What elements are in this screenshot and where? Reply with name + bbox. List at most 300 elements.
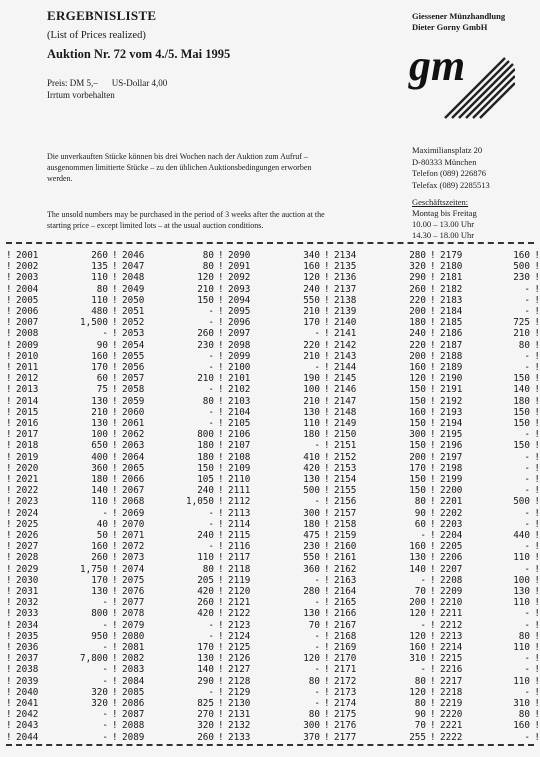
lot-price: 7,800 — [80, 653, 108, 665]
hours-label: Geschäftszeiten: — [412, 197, 469, 207]
column-separator: ! — [112, 474, 118, 485]
column-separator: ! — [112, 518, 118, 530]
table-row — [218, 541, 322, 552]
lot-number: 2021 — [16, 474, 39, 485]
lot-number: 2159 — [334, 530, 357, 541]
column-separator: ! — [430, 328, 436, 340]
lot-price: 230 — [303, 541, 320, 553]
lot-price: - — [314, 362, 320, 373]
table-row — [218, 272, 322, 283]
lot-price: 320 — [91, 686, 108, 698]
lot-price: 140 — [513, 384, 530, 396]
lot-price: 260 — [409, 283, 426, 295]
lot-price: 110 — [91, 294, 108, 306]
table-row — [218, 373, 322, 384]
column-separator: ! — [6, 350, 12, 362]
table-row — [218, 564, 322, 575]
lot-number: 2184 — [440, 306, 463, 317]
table-row — [112, 474, 216, 485]
table-row — [112, 575, 216, 586]
lot-price: 130 — [303, 474, 320, 485]
table-row — [430, 306, 540, 317]
lot-number: 2200 — [440, 485, 463, 497]
lot-price: 370 — [303, 731, 320, 743]
column-separator: ! — [6, 720, 12, 732]
column-separator: ! — [112, 328, 118, 340]
table-row — [218, 250, 322, 261]
lot-number: 2134 — [334, 250, 357, 261]
lot-number: 2165 — [334, 597, 357, 609]
lot-number: 2207 — [440, 563, 463, 575]
lot-price: 160 — [513, 250, 530, 261]
column-separator: ! — [534, 597, 540, 609]
lot-number: 2022 — [16, 485, 39, 497]
notice-english: The unsold numbers may be purchased in the period of 3 weeks after the auction at the starting price – except limited lots – at the usual auction conditions. — [47, 210, 325, 230]
table-row — [430, 664, 540, 676]
lot-number: 2219 — [440, 698, 463, 709]
lot-price: 270 — [197, 709, 214, 721]
table-row — [324, 485, 428, 496]
lot-number: 2107 — [228, 440, 251, 452]
lot-number: 2043 — [16, 720, 39, 732]
column-separator: ! — [324, 440, 330, 452]
column-separator: ! — [6, 541, 12, 553]
table-row — [112, 552, 216, 563]
column-separator: ! — [324, 619, 330, 631]
lot-price: 180 — [91, 474, 108, 485]
lot-number: 2013 — [16, 384, 39, 396]
lot-price: - — [524, 653, 530, 665]
column-separator: ! — [534, 418, 540, 429]
column-separator: ! — [6, 373, 12, 385]
table-row — [430, 339, 540, 351]
lot-price: 260 — [197, 597, 214, 609]
lot-number: 2201 — [440, 496, 463, 508]
table-row — [6, 284, 110, 295]
lot-number: 2196 — [440, 440, 463, 452]
lot-price: - — [314, 642, 320, 653]
lot-number: 2098 — [228, 339, 251, 351]
lot-number: 2106 — [228, 429, 251, 441]
lot-number: 2086 — [122, 698, 145, 709]
lot-number: 2109 — [228, 462, 251, 474]
lot-number: 2103 — [228, 395, 251, 407]
table-row — [324, 474, 428, 485]
lot-number: 2130 — [228, 698, 251, 709]
lot-price: - — [102, 619, 108, 631]
page-title: ERGEBNISLISTE — [47, 8, 157, 23]
lot-price: 240 — [197, 530, 214, 541]
lot-number: 2199 — [440, 474, 463, 485]
lot-price: 260 — [197, 328, 214, 340]
column-separator: ! — [6, 530, 12, 541]
lot-number: 2214 — [440, 642, 463, 653]
lot-number: 2137 — [334, 283, 357, 295]
lot-number: 2041 — [16, 698, 39, 709]
lot-price: 150 — [513, 406, 530, 418]
column-separator: ! — [534, 250, 540, 261]
table-row — [218, 440, 322, 451]
price-info — [47, 77, 181, 101]
column-separator: ! — [112, 350, 118, 362]
table-row — [6, 653, 110, 664]
column-separator: ! — [534, 294, 540, 306]
lot-number: 2096 — [228, 317, 251, 329]
column-separator: ! — [218, 317, 224, 329]
table-row — [112, 429, 216, 440]
column-separator: ! — [112, 563, 118, 575]
table-row — [112, 407, 216, 418]
column-separator: ! — [324, 261, 330, 273]
table-row — [218, 664, 322, 675]
lot-number: 2192 — [440, 395, 463, 407]
lot-price: 210 — [197, 283, 214, 295]
table-row — [218, 295, 322, 306]
column-separator: ! — [430, 451, 436, 463]
column-separator: ! — [6, 406, 12, 418]
column-separator: ! — [534, 720, 540, 732]
table-row — [324, 463, 428, 474]
column-separator: ! — [324, 664, 330, 676]
table-row — [430, 619, 540, 631]
column-separator: ! — [534, 283, 540, 295]
lot-price: - — [102, 664, 108, 676]
table-row — [430, 474, 540, 485]
lot-price: - — [524, 518, 530, 530]
table-row — [6, 709, 110, 720]
lot-price: - — [208, 630, 214, 642]
lot-price: 420 — [197, 586, 214, 597]
table-row — [6, 552, 110, 563]
table-row — [112, 620, 216, 631]
lot-number: 2088 — [122, 720, 145, 732]
table-row — [6, 664, 110, 675]
table-row — [430, 350, 540, 362]
column-separator: ! — [218, 698, 224, 709]
column-separator: ! — [324, 485, 330, 497]
lot-number: 2063 — [122, 440, 145, 452]
column-separator: ! — [324, 709, 330, 721]
lot-price: 170 — [91, 362, 108, 373]
column-separator: ! — [534, 496, 540, 508]
table-row — [112, 362, 216, 373]
table-row — [6, 396, 110, 407]
lot-number: 2115 — [228, 530, 251, 541]
table-row — [112, 653, 216, 664]
lot-price: 110 — [513, 642, 530, 653]
column-separator: ! — [430, 350, 436, 362]
column-separator: ! — [6, 250, 12, 261]
lot-price: - — [524, 306, 530, 317]
table-row — [218, 474, 322, 485]
table-row — [6, 328, 110, 339]
lot-number: 2194 — [440, 418, 463, 429]
lot-price: - — [524, 686, 530, 698]
lot-price: 420 — [197, 608, 214, 620]
table-row — [430, 272, 540, 284]
table-row — [6, 620, 110, 631]
table-row — [112, 698, 216, 709]
column-separator: ! — [430, 429, 436, 441]
lot-price: - — [208, 686, 214, 698]
column-separator: ! — [218, 429, 224, 441]
table-row — [324, 384, 428, 395]
table-row — [112, 732, 216, 743]
table-row — [6, 519, 110, 530]
lot-price: 110 — [513, 552, 530, 564]
column-separator: ! — [6, 474, 12, 485]
lot-price: - — [314, 698, 320, 709]
column-separator: ! — [534, 261, 540, 273]
table-row — [112, 631, 216, 642]
lot-price: 310 — [409, 653, 426, 665]
column-separator: ! — [218, 261, 224, 273]
lot-price: 1,050 — [186, 496, 214, 508]
table-row — [6, 541, 110, 552]
column-separator: ! — [324, 597, 330, 609]
lot-price: 240 — [409, 328, 426, 340]
column-separator: ! — [430, 283, 436, 295]
column-separator: ! — [534, 541, 540, 553]
column-separator: ! — [112, 485, 118, 497]
column-separator: ! — [218, 563, 224, 575]
lot-price: 80 — [96, 283, 108, 295]
table-row — [430, 462, 540, 474]
table-row — [430, 630, 540, 642]
table-row — [430, 507, 540, 519]
lot-number: 2071 — [122, 530, 145, 541]
lot-number: 2072 — [122, 541, 145, 553]
table-row — [430, 574, 540, 586]
table-row — [324, 508, 428, 519]
lot-number: 2079 — [122, 619, 145, 631]
column-separator: ! — [112, 384, 118, 396]
lot-price: 135 — [91, 261, 108, 273]
lot-price: 150 — [197, 294, 214, 306]
table-row — [324, 519, 428, 530]
column-separator: ! — [112, 462, 118, 474]
lot-price: 220 — [409, 339, 426, 351]
lot-price: - — [208, 362, 214, 373]
lot-number: 2028 — [16, 552, 39, 564]
lot-number: 2141 — [334, 328, 357, 340]
table-row — [430, 373, 540, 385]
table-row — [218, 608, 322, 619]
column-separator: ! — [6, 429, 12, 441]
disclaimer: Irrtum vorbehalten — [47, 90, 115, 100]
lot-number: 2212 — [440, 619, 463, 631]
lot-price: 120 — [303, 653, 320, 665]
table-row — [324, 418, 428, 429]
lot-number: 2222 — [440, 731, 463, 743]
lot-number: 2012 — [16, 373, 39, 385]
lot-price: 240 — [197, 485, 214, 497]
table-row — [324, 261, 428, 272]
hours-morning: 10.00 – 13.00 Uhr — [412, 219, 475, 229]
lot-price: 150 — [513, 418, 530, 429]
lot-number: 2054 — [122, 339, 145, 351]
lot-number: 2037 — [16, 653, 39, 665]
lot-number: 2095 — [228, 306, 251, 317]
column-separator: ! — [534, 518, 540, 530]
table-row — [324, 328, 428, 339]
lot-price: 110 — [513, 675, 530, 687]
lot-price: 220 — [303, 339, 320, 351]
lot-number: 2211 — [440, 608, 463, 620]
lot-price: 360 — [303, 563, 320, 575]
lot-price: 205 — [197, 574, 214, 586]
lot-number: 2183 — [440, 294, 463, 306]
column-separator: ! — [430, 474, 436, 485]
lot-number: 2209 — [440, 586, 463, 597]
column-separator: ! — [6, 328, 12, 340]
lot-price: - — [524, 664, 530, 676]
column-separator: ! — [324, 552, 330, 564]
lot-number: 2208 — [440, 574, 463, 586]
lot-number: 2187 — [440, 339, 463, 351]
table-row — [6, 508, 110, 519]
table-row — [430, 250, 540, 261]
table-row — [430, 317, 540, 329]
column-separator: ! — [534, 552, 540, 564]
column-separator: ! — [534, 395, 540, 407]
lot-number: 2146 — [334, 384, 357, 396]
column-separator: ! — [6, 496, 12, 508]
table-row — [6, 676, 110, 687]
table-row — [218, 362, 322, 373]
column-separator: ! — [324, 698, 330, 709]
column-separator: ! — [112, 440, 118, 452]
column-separator: ! — [112, 418, 118, 429]
column-separator: ! — [430, 272, 436, 284]
lot-number: 2144 — [334, 362, 357, 373]
lot-number: 2027 — [16, 541, 39, 553]
column-separator: ! — [218, 462, 224, 474]
lot-number: 2031 — [16, 586, 39, 597]
column-separator: ! — [430, 608, 436, 620]
column-separator: ! — [218, 574, 224, 586]
lot-price: - — [208, 306, 214, 317]
lot-number: 2046 — [122, 250, 145, 261]
table-row — [324, 284, 428, 295]
lot-price: 60 — [96, 373, 108, 385]
lot-number: 2074 — [122, 563, 145, 575]
table-row — [6, 530, 110, 541]
lot-price: 150 — [409, 440, 426, 452]
column-separator: ! — [430, 597, 436, 609]
lot-price: 100 — [513, 574, 530, 586]
lot-number: 2191 — [440, 384, 463, 396]
lot-number: 2125 — [228, 642, 251, 653]
lot-price: 120 — [409, 686, 426, 698]
lot-price: 950 — [91, 630, 108, 642]
lot-number: 2011 — [16, 362, 39, 373]
lot-price: 240 — [303, 283, 320, 295]
column-separator: ! — [6, 586, 12, 597]
lot-price: 130 — [513, 586, 530, 597]
lot-number: 2065 — [122, 462, 145, 474]
column-separator: ! — [324, 518, 330, 530]
lot-price: - — [208, 518, 214, 530]
column-separator: ! — [218, 339, 224, 351]
table-row — [112, 452, 216, 463]
lot-price: 200 — [409, 597, 426, 609]
lot-price: 80 — [414, 698, 426, 709]
column-separator: ! — [112, 306, 118, 317]
lot-number: 2090 — [228, 250, 251, 261]
column-separator: ! — [6, 395, 12, 407]
lot-number: 2067 — [122, 485, 145, 497]
table-row — [112, 440, 216, 451]
column-separator: ! — [112, 698, 118, 709]
lot-price: 220 — [409, 294, 426, 306]
lot-price: - — [102, 720, 108, 732]
lot-price: - — [314, 328, 320, 340]
lot-number: 2105 — [228, 418, 251, 429]
table-row — [112, 709, 216, 720]
lot-number: 2060 — [122, 406, 145, 418]
lot-number: 2158 — [334, 518, 357, 530]
table-row — [324, 664, 428, 675]
column-separator: ! — [324, 642, 330, 653]
column-separator: ! — [534, 642, 540, 653]
lot-price: - — [524, 429, 530, 441]
lot-number: 2164 — [334, 586, 357, 597]
lot-price: - — [314, 686, 320, 698]
table-row — [218, 687, 322, 698]
column-separator: ! — [6, 630, 12, 642]
column-separator: ! — [112, 261, 118, 273]
column-separator: ! — [534, 653, 540, 665]
column-separator: ! — [534, 563, 540, 575]
table-row — [430, 653, 540, 665]
lot-number: 2025 — [16, 518, 39, 530]
lot-number: 2124 — [228, 630, 251, 642]
column-separator: ! — [218, 294, 224, 306]
lot-number: 2190 — [440, 373, 463, 385]
column-separator: ! — [534, 350, 540, 362]
lot-price: 210 — [303, 395, 320, 407]
table-row — [112, 720, 216, 731]
table-row — [6, 340, 110, 351]
lot-number: 2018 — [16, 440, 39, 452]
column-separator: ! — [534, 530, 540, 541]
table-row — [324, 250, 428, 261]
column-separator: ! — [218, 709, 224, 721]
lot-number: 2111 — [228, 485, 251, 497]
lot-number: 2181 — [440, 272, 463, 284]
column-separator: ! — [112, 686, 118, 698]
lot-number: 2129 — [228, 686, 251, 698]
lot-price: 320 — [409, 261, 426, 273]
column-separator: ! — [324, 294, 330, 306]
lot-number: 2177 — [334, 731, 357, 743]
business-hours — [412, 197, 477, 241]
table-row — [324, 732, 428, 743]
lot-price: 80 — [308, 675, 320, 687]
table-row — [324, 351, 428, 362]
table-row — [430, 642, 540, 653]
lot-price: 105 — [197, 474, 214, 485]
lot-number: 2185 — [440, 317, 463, 329]
table-row — [6, 317, 110, 328]
table-row — [112, 687, 216, 698]
lot-price: 180 — [409, 317, 426, 329]
hours-afternoon: 14.30 – 18.00 Uhr — [412, 230, 475, 240]
lot-number: 2220 — [440, 709, 463, 721]
column-separator: ! — [324, 474, 330, 485]
column-separator: ! — [534, 272, 540, 284]
